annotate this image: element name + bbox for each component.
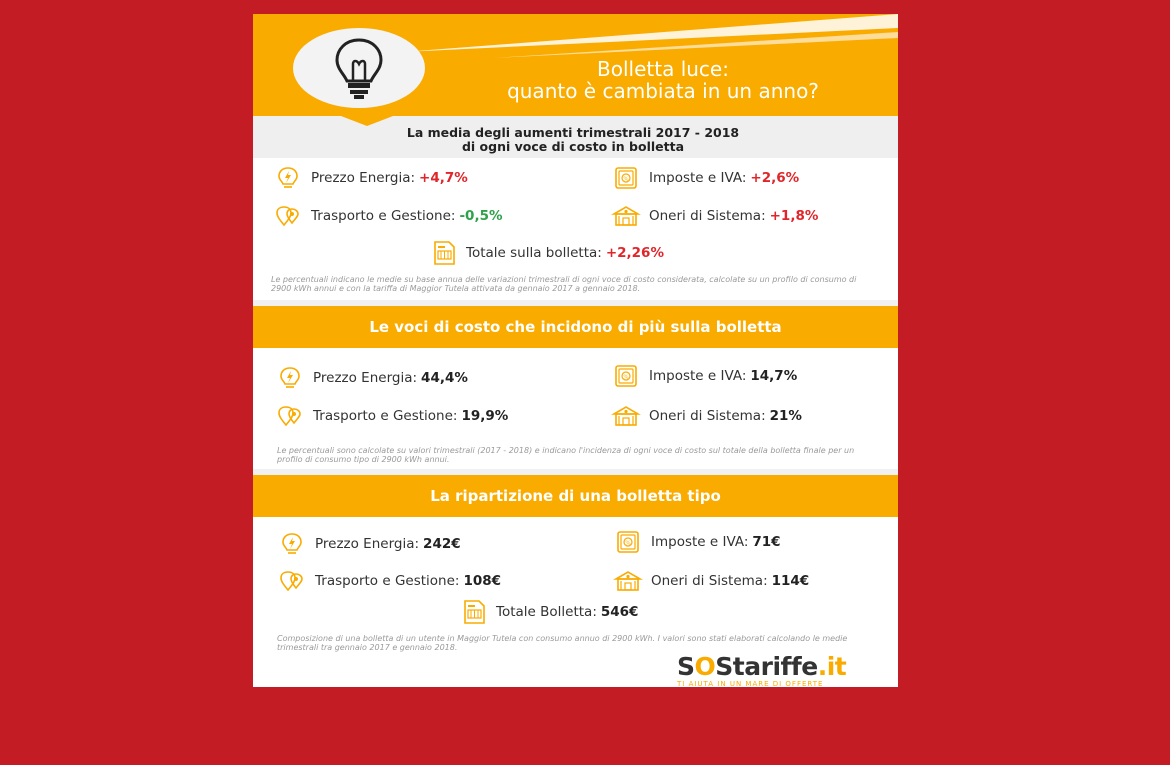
- tax-document-icon: [611, 364, 641, 388]
- item-label: Oneri di Sistema:: [651, 573, 768, 589]
- section1-pointer: [341, 116, 393, 126]
- logo-o: O: [694, 652, 716, 681]
- logo-tagline: TI AIUTA IN UN MARE DI OFFERTE: [677, 680, 824, 687]
- item-value: 114€: [771, 573, 810, 589]
- s2-item-trasporto-gestione: [275, 404, 508, 428]
- item-value: +4,7%: [419, 170, 468, 186]
- item-label: Imposte e IVA:: [651, 534, 749, 550]
- bill-icon: [458, 600, 488, 624]
- logo-tariffe: tariffe: [732, 652, 818, 681]
- logo-it: .it: [817, 652, 847, 681]
- logo-s2: S: [715, 652, 733, 681]
- map-pins-icon: [273, 204, 303, 228]
- total-value: 546€: [600, 604, 639, 620]
- building-icon: [613, 569, 643, 593]
- s3-item-oneri-sistema: [613, 569, 809, 593]
- s1-item-prezzo-energia: [273, 166, 468, 190]
- total-label: Totale sulla bolletta:: [466, 245, 602, 261]
- item-label: Prezzo Energia:: [311, 170, 416, 186]
- section3-title: La ripartizione di una bolletta tipo: [253, 475, 898, 517]
- total-label: Totale Bolletta:: [496, 604, 597, 620]
- section1-title-line2: di ogni voce di costo in bolletta: [461, 139, 685, 154]
- item-value: 108€: [463, 573, 502, 589]
- total-value: +2,26%: [605, 245, 664, 261]
- item-label: Prezzo Energia:: [313, 370, 418, 386]
- hero-banner: [253, 14, 898, 116]
- light-bulb-icon: [327, 34, 391, 102]
- hero-title-line2: quanto è cambiata in un anno?: [507, 79, 819, 103]
- section3-note: Composizione di una bolletta di un utente in Maggior Tutela con consumo annuo di 2900 kWh. I valori sono stati elaborati calcolando le medie trimestrali tra gennaio 2017 e gennaio 2018.: [277, 634, 848, 652]
- item-value: +2,6%: [750, 170, 800, 186]
- bill-icon: [428, 241, 458, 265]
- energy-bolt-icon: [277, 532, 307, 556]
- item-value: 242€: [423, 536, 461, 552]
- hero-title: [443, 58, 883, 102]
- s2-item-oneri-sistema: [611, 404, 802, 428]
- hero-title-line1: Bolletta luce:: [597, 57, 729, 81]
- s1-item-oneri-sistema: [611, 204, 818, 228]
- infographic-card: [253, 14, 898, 687]
- item-value: 44,4%: [421, 370, 468, 386]
- building-icon: [611, 404, 641, 428]
- item-value: +1,8%: [769, 208, 819, 224]
- map-pins-icon: [275, 404, 305, 428]
- section2-title: Le voci di costo che incidono di più sulla bolletta: [253, 306, 898, 348]
- item-label: Trasporto e Gestione:: [311, 208, 456, 224]
- s2-item-imposte-iva: [611, 364, 797, 388]
- s3-item-imposte-iva: [613, 530, 781, 554]
- s3-item-trasporto-gestione: [277, 569, 501, 593]
- tax-document-icon: [611, 166, 641, 190]
- building-icon: [611, 204, 641, 228]
- section1-note: Le percentuali indicano le medie su base annua delle variazioni trimestrali di ogni voce di costo considerata, calcolate su un profilo di consumo di 2900 kWh annui e con la tariffa di Maggior Tutela attivata da gennaio 2017 a gennaio 2018.: [271, 275, 857, 293]
- tax-document-icon: [613, 530, 643, 554]
- item-label: Prezzo Energia:: [315, 536, 420, 552]
- s3-total: [458, 600, 638, 624]
- s1-item-imposte-iva: [611, 166, 799, 190]
- s1-total: [428, 241, 664, 265]
- s1-item-trasporto-gestione: [273, 204, 503, 228]
- section2-note: Le percentuali sono calcolate su valori trimestrali (2017 - 2018) e indicano l'incidenza di ogni voce di costo sul totale della bolletta finale per un profilo di consumo tipo di 2900 kWh annui.: [277, 446, 855, 464]
- item-label: Oneri di Sistema:: [649, 208, 766, 224]
- energy-bolt-icon: [273, 166, 303, 190]
- section1-title: [333, 126, 813, 154]
- energy-bolt-icon: [275, 366, 305, 390]
- map-pins-icon: [277, 569, 307, 593]
- item-label: Oneri di Sistema:: [649, 408, 766, 424]
- s3-item-prezzo-energia: [277, 532, 461, 556]
- logo-s1: S: [677, 652, 695, 681]
- item-label: Trasporto e Gestione:: [315, 573, 460, 589]
- section1-title-line1: La media degli aumenti trimestrali 2017 - 2018: [406, 125, 740, 140]
- item-label: Trasporto e Gestione:: [313, 408, 458, 424]
- item-value: 21%: [769, 408, 802, 424]
- bulb-badge: [293, 28, 425, 108]
- sostariffe-logo: [677, 654, 877, 687]
- logo-wordmark: [677, 654, 877, 680]
- s2-item-prezzo-energia: [275, 366, 468, 390]
- item-label: Imposte e IVA:: [649, 368, 747, 384]
- item-value: -0,5%: [459, 208, 503, 224]
- item-value: 19,9%: [461, 408, 509, 424]
- item-value: 14,7%: [750, 368, 798, 384]
- item-label: Imposte e IVA:: [649, 170, 747, 186]
- item-value: 71€: [752, 534, 781, 550]
